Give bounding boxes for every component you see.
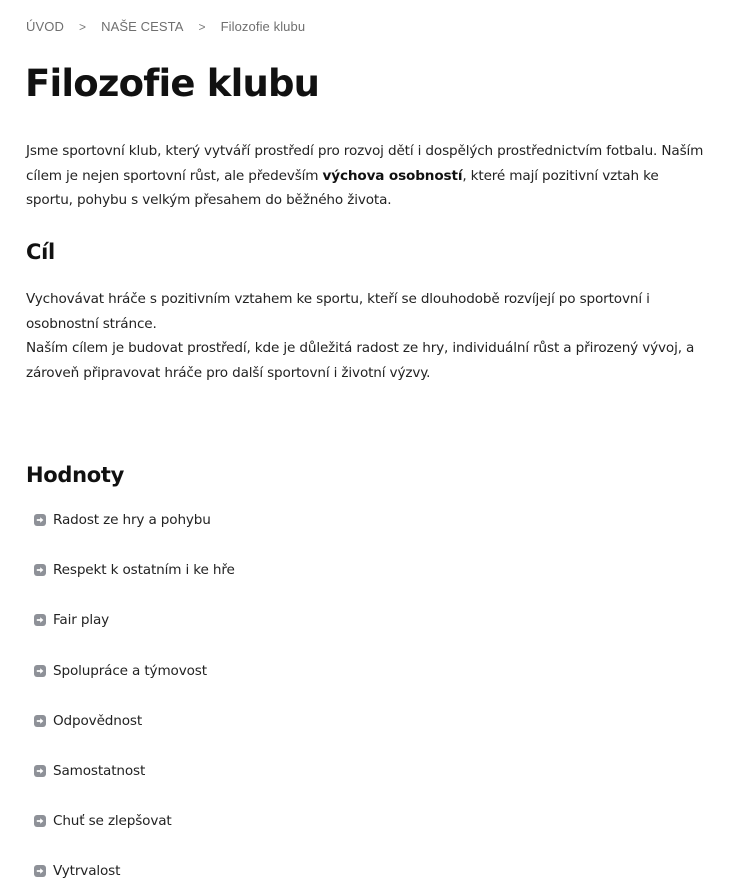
list-item (34, 763, 145, 779)
values-heading: Hodnoty (26, 463, 125, 487)
list-item (34, 863, 120, 879)
intro-text-end: , které mají pozitivní vztah ke sportu, pohybu s velkým přesahem do běžného života. (26, 167, 659, 208)
right-arrow-icon (34, 514, 46, 526)
breadcrumb-separator: > (198, 19, 206, 34)
right-arrow-icon (34, 765, 46, 777)
breadcrumb-home-link[interactable]: ÚVOD (26, 19, 64, 34)
intro-paragraph (26, 139, 706, 213)
list-item (34, 612, 109, 628)
value-label: Chuť se zlepšovat (53, 813, 172, 829)
page-title: Filozofie klubu (25, 62, 320, 105)
list-item (34, 512, 211, 528)
value-label: Odpovědnost (53, 713, 143, 729)
right-arrow-icon (34, 665, 46, 677)
list-item (34, 813, 172, 829)
goal-line-1: Vychovávat hráče s pozitivním vztahem ke sportu, kteří se dlouhodobě rozvíjejí po sportovní i osobnostní stránce. (26, 291, 650, 332)
value-label: Samostatnost (53, 763, 146, 779)
list-item (34, 713, 142, 729)
right-arrow-icon (34, 865, 46, 877)
right-arrow-icon (34, 564, 46, 576)
value-label: Spolupráce a týmovost (53, 663, 207, 679)
breadcrumb-nase-cesta-link[interactable]: NAŠE CESTA (101, 19, 184, 34)
value-label: Fair play (53, 612, 110, 628)
goal-line-2: Naším cílem je budovat prostředí, kde je důležitá radost ze hry, individuální růst a přirozený vývoj, a zároveň připravovat hráče pro další sportovní i životní výzvy. (26, 340, 695, 381)
breadcrumb-current: Filozofie klubu (220, 19, 306, 34)
intro-text-start: Jsme sportovní klub, který vytváří prostředí pro rozvoj dětí i dospělých prostřednictvím fotbalu. Naším cílem je nejen sportovní růst, ale především (26, 143, 704, 184)
right-arrow-icon (34, 715, 46, 727)
breadcrumb-separator: > (78, 19, 87, 34)
right-arrow-icon (34, 815, 46, 827)
value-label: Respekt k ostatním i ke hře (53, 562, 235, 578)
goal-paragraph (26, 287, 706, 385)
list-item (34, 562, 235, 578)
list-item (34, 663, 207, 679)
value-label: Radost ze hry a pohybu (53, 512, 211, 528)
intro-text-bold: výchova osobností (322, 167, 463, 184)
goal-heading: Cíl (26, 240, 55, 264)
right-arrow-icon (34, 614, 46, 626)
value-label: Vytrvalost (53, 863, 121, 879)
breadcrumb (26, 19, 305, 34)
